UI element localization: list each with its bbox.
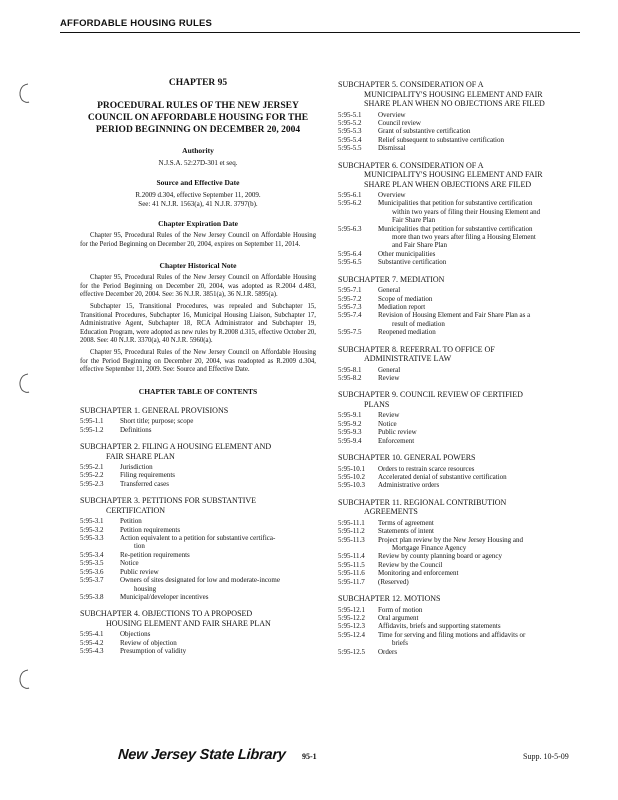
section-number: 5:95-1.1 <box>80 417 104 426</box>
section-title <box>378 225 586 250</box>
section-title-line: Accelerated denial of substantive certification <box>378 472 507 481</box>
toc-entry <box>338 481 586 489</box>
toc-entry <box>80 471 316 479</box>
subchapter-heading-line: SHARE PLAN WHEN NO OBJECTIONS ARE FILED <box>364 99 545 108</box>
toc-entry <box>338 648 586 656</box>
toc-entry <box>338 552 586 560</box>
section-number: 5:95-9.3 <box>338 428 362 437</box>
section-number: 5:95-9.4 <box>338 436 362 445</box>
subchapter-heading <box>80 609 316 628</box>
section-number: 5:95-5.5 <box>338 144 362 153</box>
chapter-title <box>80 100 316 136</box>
expiration-heading: Chapter Expiration Date <box>158 219 238 228</box>
section-title-line: Affidavits, briefs and supporting statements <box>378 622 501 631</box>
section-title <box>378 519 586 527</box>
source-line: R.2009 d.304, effective September 11, 2009. <box>135 191 261 199</box>
section-number: 5:95-7.1 <box>338 286 362 295</box>
history-paragraph: Chapter 95, Procedural Rules of the New Jersey Council on Affordable Housing for the Period Beginning on December 20, 2004, was readopted as R.2009 d.304, effective September 11, 2009. See: Source and Effective Date. <box>80 348 316 374</box>
section-title <box>378 311 586 328</box>
subchapter-heading <box>80 406 316 416</box>
section-number: 5:95-3.8 <box>80 592 104 601</box>
toc-heading: CHAPTER TABLE OF CONTENTS <box>138 386 258 396</box>
section-number: 5:95-11.3 <box>338 535 365 544</box>
section-number: 5:95-6.3 <box>338 224 362 233</box>
section-title-line: Transferred cases <box>120 479 169 488</box>
toc-entry <box>80 517 316 525</box>
section-number: 5:95-7.4 <box>338 311 362 320</box>
toc-entry <box>338 119 586 127</box>
section-title <box>378 136 586 144</box>
toc-entry <box>338 303 586 311</box>
subchapter-heading-line: SUBCHAPTER 5. CONSIDERATION OF A <box>338 80 484 89</box>
section-title <box>120 630 316 638</box>
section-title <box>120 471 316 479</box>
toc-entry <box>338 437 586 445</box>
section-title-line: Revision of Housing Element and Fair Share Plan as a <box>378 311 531 320</box>
section-title-line: Notice <box>378 419 397 428</box>
toc-entry <box>338 465 586 473</box>
section-number: 5:95-7.2 <box>338 294 362 303</box>
section-title-line: housing <box>134 584 157 593</box>
section-title-line: Terms of agreement <box>378 518 434 527</box>
toc-entry <box>80 417 316 425</box>
section-title-line: Owners of sites designated for low and moderate-income <box>120 576 280 585</box>
section-title-line: Monitoring and enforcement <box>378 569 459 578</box>
toc-entry <box>338 631 586 648</box>
source-line: See: 41 N.J.R. 1563(a), 41 N.J.R. 3797(b). <box>138 200 258 208</box>
subchapter-heading-line: PLANS <box>364 399 390 409</box>
subchapter-heading <box>80 496 316 515</box>
section-number: 5:95-11.4 <box>338 552 365 561</box>
section-title-line: Review by the Council <box>378 560 443 569</box>
subchapter-heading <box>338 275 586 285</box>
section-title <box>120 517 316 525</box>
toc-entry <box>338 191 586 199</box>
section-title-line: Orders to restrain scarce resources <box>378 464 475 473</box>
section-title-line: Administrative orders <box>378 481 440 490</box>
section-title-line: Council review <box>378 118 421 127</box>
section-title-line: Statements of intent <box>378 527 434 536</box>
section-title-line: Jurisdiction <box>120 463 153 472</box>
section-number: 5:95-7.3 <box>338 303 362 311</box>
section-title-line: Fair Share Plan <box>392 216 436 225</box>
section-title <box>120 463 316 471</box>
chapter-title-line: PERIOD BEGINNING ON DECEMBER 20, 2004 <box>95 125 301 135</box>
header-rule <box>60 32 580 33</box>
chapter-number: CHAPTER 95 <box>168 78 228 88</box>
section-title <box>120 534 316 551</box>
section-title-line: Municipalities that petition for substantive certification <box>378 224 533 233</box>
section-title <box>120 593 316 601</box>
supplement-date: Supp. 10-5-09 <box>523 752 569 761</box>
subchapter-heading <box>338 453 586 463</box>
toc-entry <box>80 534 316 551</box>
section-title-line: Overview <box>378 191 406 200</box>
section-number: 5:95-8.2 <box>338 374 362 383</box>
page-number: 95-1 <box>302 752 317 761</box>
section-title <box>378 411 586 419</box>
subchapter-heading-line: AGREEMENTS <box>364 507 418 517</box>
section-number: 5:95-5.3 <box>338 127 362 136</box>
section-title-line: Scope of mediation <box>378 294 433 303</box>
subchapter-heading-line: MUNICIPALITY'S HOUSING ELEMENT AND FAIR <box>364 170 543 180</box>
section-number: 5:95-5.2 <box>338 118 362 127</box>
section-number: 5:95-5.1 <box>338 110 362 119</box>
section-title <box>120 559 316 567</box>
section-number: 5:95-3.1 <box>80 517 104 526</box>
toc-entry <box>80 568 316 576</box>
section-number: 5:95-10.2 <box>338 472 366 481</box>
toc-entry <box>338 622 586 630</box>
section-title-line: Notice <box>120 559 139 568</box>
section-title <box>378 569 586 577</box>
section-number: 5:95-9.2 <box>338 419 362 428</box>
subchapter-heading <box>80 442 316 461</box>
section-title-line: Presumption of validity <box>120 647 187 656</box>
section-title-line: Other municipalities <box>378 249 436 258</box>
section-title-line: Dismissal <box>378 144 406 153</box>
toc-entry <box>80 551 316 559</box>
section-title-line: Time for serving and filing motions and affidavits or <box>378 630 526 639</box>
section-title-line: Review <box>378 374 400 383</box>
toc-entry <box>338 258 586 266</box>
section-number: 5:95-11.5 <box>338 560 365 569</box>
section-number: 5:95-6.1 <box>338 191 362 200</box>
section-title <box>378 111 586 119</box>
section-number: 5:95-9.1 <box>338 411 362 420</box>
section-title <box>378 473 586 481</box>
section-number: 5:95-3.4 <box>80 550 104 559</box>
subchapter-heading-line: SUBCHAPTER 7. MEDIATION <box>338 274 445 284</box>
section-title <box>378 420 586 428</box>
section-title <box>120 480 316 488</box>
section-title <box>378 622 586 630</box>
running-head: AFFORDABLE HOUSING RULES <box>60 18 213 29</box>
subchapter-heading-line: HOUSING ELEMENT AND FAIR SHARE PLAN <box>106 618 271 628</box>
section-title <box>378 303 586 311</box>
subchapter-heading <box>338 390 586 409</box>
section-title <box>378 119 586 127</box>
source-heading: Source and Effective Date <box>156 178 240 187</box>
section-title <box>378 527 586 535</box>
section-number: 5:95-10.3 <box>338 481 366 490</box>
toc-entry <box>80 426 316 434</box>
toc-entry <box>338 111 586 119</box>
left-column <box>80 78 316 656</box>
section-number: 5:95-5.4 <box>338 135 362 144</box>
section-title <box>120 426 316 434</box>
section-number: 5:95-12.1 <box>338 605 366 614</box>
toc-entry <box>80 630 316 638</box>
toc-entry <box>338 225 586 250</box>
section-number: 5:95-4.2 <box>80 638 104 647</box>
toc-entry <box>80 463 316 471</box>
section-title-line: Definitions <box>120 425 152 434</box>
section-title <box>120 551 316 559</box>
section-title <box>378 250 586 258</box>
chapter-title-line: PROCEDURAL RULES OF THE NEW JERSEY <box>97 101 299 111</box>
section-title-line: Reopened mediation <box>378 328 436 337</box>
subchapter-heading-line: SUBCHAPTER 3. PETITIONS FOR SUBSTANTIVE <box>80 496 257 506</box>
history-paragraph: Subchapter 15, Transitional Procedures, was repealed and Subchapter 15, Transitional Procedures, Subchapter 16, Municipal Housing Liaison, Subchapter 17, Administrative Agent, Subchapter 18, RCA Administrator and Subchapter 19, Education Program, were adopted as new rules by R.2008 d.315, effective October 20, 2008. See: 40 N.J.R. 3370(a), 40 N.J.R. 5960(a). <box>80 302 316 345</box>
section-title-line: and Fair Share Plan <box>392 241 448 250</box>
section-title <box>378 552 586 560</box>
section-number: 5:95-3.5 <box>80 559 104 568</box>
section-number: 5:95-11.7 <box>338 577 365 586</box>
section-title-line: Mediation report <box>378 303 426 311</box>
section-title-line: General <box>378 286 401 295</box>
punch-hole-mark <box>16 668 32 690</box>
history-heading: Chapter Historical Note <box>159 261 237 271</box>
toc-entry <box>338 295 586 303</box>
section-title <box>378 199 586 224</box>
section-number: 5:95-6.5 <box>338 258 362 267</box>
section-number: 5:95-4.3 <box>80 647 104 656</box>
subchapter-heading-line: CERTIFICATION <box>106 505 166 515</box>
section-title-line: Mortgage Finance Agency <box>392 544 467 552</box>
section-title <box>378 144 586 152</box>
expiration-text: Chapter 95, Procedural Rules of the New Jersey Council on Affordable Housing for the Period Beginning on December 20, 2004, expires on September 11, 2014. <box>80 232 316 248</box>
toc-entry <box>338 473 586 481</box>
toc-entry <box>338 536 586 553</box>
toc-entry <box>338 606 586 614</box>
subchapter-heading <box>338 80 586 109</box>
section-title <box>378 631 586 648</box>
punch-hole-mark <box>16 82 32 104</box>
toc-entry <box>338 328 586 336</box>
section-title <box>378 561 586 569</box>
section-title-line: Oral argument <box>378 613 419 622</box>
section-title-line: Public review <box>120 567 159 576</box>
section-title <box>120 417 316 425</box>
section-number: 5:95-8.1 <box>338 365 362 374</box>
section-title <box>378 366 586 374</box>
toc-entry <box>338 199 586 224</box>
section-title <box>378 191 586 199</box>
section-title-line: Enforcement <box>378 436 415 445</box>
punch-hole-mark <box>16 372 32 394</box>
toc-left <box>80 406 316 656</box>
toc-entry <box>80 526 316 534</box>
section-title <box>378 328 586 336</box>
section-title <box>120 526 316 534</box>
section-number: 5:95-3.6 <box>80 567 104 576</box>
toc-entry <box>338 569 586 577</box>
section-title-line: Orders <box>378 647 398 656</box>
toc-entry <box>338 374 586 382</box>
chapter-title-line: COUNCIL ON AFFORDABLE HOUSING FOR THE <box>87 113 309 123</box>
section-number: 5:95-2.3 <box>80 479 104 488</box>
authority-text: N.J.S.A. 52:27D-301 et seq. <box>158 159 238 167</box>
section-number: 5:95-2.2 <box>80 471 104 480</box>
section-number: 5:95-6.2 <box>338 199 362 208</box>
section-title-line: (Reserved) <box>378 577 409 586</box>
library-logo: New Jersey State Library <box>117 747 287 763</box>
section-title-line: Filing requirements <box>120 471 176 480</box>
subchapter-heading-line: SUBCHAPTER 12. MOTIONS <box>338 594 441 604</box>
section-number: 5:95-1.2 <box>80 425 104 434</box>
section-number: 5:95-2.1 <box>80 463 104 472</box>
section-title-line: Review <box>378 411 400 420</box>
section-title <box>378 374 586 382</box>
section-number: 5:95-12.2 <box>338 613 366 622</box>
section-title <box>378 648 586 656</box>
section-number: 5:95-3.3 <box>80 534 104 543</box>
toc-entry <box>338 519 586 527</box>
section-number: 5:95-11.2 <box>338 527 365 536</box>
section-title <box>378 606 586 614</box>
subchapter-heading-line: SUBCHAPTER 6. CONSIDERATION OF A <box>338 160 484 170</box>
toc-right <box>338 80 586 656</box>
section-title <box>378 295 586 303</box>
section-number: 5:95-7.5 <box>338 328 362 337</box>
section-title-line: Relief subsequent to substantive certification <box>378 135 504 144</box>
section-title-line: General <box>378 365 401 374</box>
section-title-line: Municipal/developer incentives <box>120 592 209 601</box>
toc-entry <box>338 527 586 535</box>
section-title <box>378 286 586 294</box>
section-title <box>378 614 586 622</box>
toc-entry <box>338 411 586 419</box>
section-title <box>378 428 586 436</box>
section-title-line: Overview <box>378 110 406 119</box>
section-title <box>378 258 586 266</box>
section-title <box>120 576 316 593</box>
section-number: 5:95-4.1 <box>80 630 104 639</box>
section-title-line: tion <box>134 542 145 551</box>
section-title-line: Review of objection <box>120 638 177 647</box>
toc-entry <box>80 647 316 655</box>
section-title-line: result of mediation <box>392 319 445 328</box>
section-number: 5:95-11.6 <box>338 569 365 578</box>
subchapter-heading-line: SUBCHAPTER 11. REGIONAL CONTRIBUTION <box>338 497 507 507</box>
subchapter-heading-line: SUBCHAPTER 1. GENERAL PROVISIONS <box>80 405 229 415</box>
subchapter-heading <box>338 161 586 190</box>
toc-entry <box>338 614 586 622</box>
toc-entry <box>338 420 586 428</box>
toc-entry <box>338 428 586 436</box>
subchapter-heading-line: SUBCHAPTER 10. GENERAL POWERS <box>338 453 476 463</box>
history-paragraph: Chapter 95, Procedural Rules of the New Jersey Council on Affordable Housing for the Period Beginning on December 20, 2004, was adopted as R.2004 d.483, effective December 20, 2004. See: 36 N.J.R. 3851(a), 36 N.J.R. 5895(a). <box>80 274 316 299</box>
section-number: 5:95-12.4 <box>338 630 366 639</box>
subchapter-heading <box>338 345 586 364</box>
section-title-line: Grant of substantive certification <box>378 127 471 136</box>
authority-heading: Authority <box>182 146 214 155</box>
section-title-line: briefs <box>392 639 408 648</box>
subchapter-heading-line: SUBCHAPTER 2. FILING A HOUSING ELEMENT AND <box>80 442 272 452</box>
section-title <box>378 127 586 135</box>
source-text <box>80 191 316 209</box>
section-title-line: within two years of filing their Housing Element and <box>392 207 541 216</box>
section-title-line: more than two years after filing a Housing Element <box>392 233 536 242</box>
subchapter-heading-line: MUNICIPALITY'S HOUSING ELEMENT AND FAIR <box>364 89 543 99</box>
section-title-line: Review by county planning board or agency <box>378 552 503 561</box>
section-title-line: Petition requirements <box>120 525 181 534</box>
page-header <box>60 18 580 33</box>
toc-entry <box>338 127 586 135</box>
section-number: 5:95-11.1 <box>338 518 365 527</box>
subchapter-heading-line: SUBCHAPTER 8. REFERRAL TO OFFICE OF <box>338 344 495 354</box>
section-number: 5:95-3.2 <box>80 525 104 534</box>
toc-entry <box>80 593 316 601</box>
section-number: 5:95-3.7 <box>80 576 104 585</box>
toc-entry <box>338 311 586 328</box>
section-title <box>378 578 586 586</box>
toc-entry <box>80 639 316 647</box>
subchapter-heading <box>338 594 586 604</box>
section-title-line: Municipalities that petition for substantive certification <box>378 199 533 208</box>
section-title-line: Re-petition requirements <box>120 550 190 559</box>
section-title-line: Public review <box>378 428 417 437</box>
section-title-line: Project plan review by the New Jersey Housing and <box>378 535 524 544</box>
subchapter-heading-line: FAIR SHARE PLAN <box>106 451 175 461</box>
section-number: 5:95-10.1 <box>338 464 366 473</box>
section-title <box>378 465 586 473</box>
toc-entry <box>338 136 586 144</box>
section-title-line: Petition <box>120 517 142 526</box>
section-title-line: Substantive certification <box>378 258 447 267</box>
toc-entry <box>338 250 586 258</box>
section-title-line: Action equivalent to a petition for substantive certifica- <box>120 534 276 543</box>
toc-entry <box>80 480 316 488</box>
toc-entry <box>338 366 586 374</box>
section-title <box>120 568 316 576</box>
toc-entry <box>338 144 586 152</box>
toc-entry <box>80 576 316 593</box>
section-title-line: Short title; purpose; scope <box>120 417 194 426</box>
toc-entry <box>338 578 586 586</box>
section-title <box>378 536 586 553</box>
subchapter-heading-line: SHARE PLAN WHEN OBJECTIONS ARE FILED <box>364 179 532 189</box>
section-title <box>378 481 586 489</box>
subchapter-heading <box>338 498 586 517</box>
section-number: 5:95-12.5 <box>338 647 366 656</box>
section-number: 5:95-6.4 <box>338 249 362 258</box>
toc-entry <box>338 286 586 294</box>
section-number: 5:95-12.3 <box>338 622 366 631</box>
section-title <box>120 647 316 655</box>
toc-entry <box>80 559 316 567</box>
subchapter-heading-line: ADMINISTRATIVE LAW <box>364 354 452 364</box>
section-title <box>378 437 586 445</box>
toc-entry <box>338 561 586 569</box>
subchapter-heading-line: SUBCHAPTER 4. OBJECTIONS TO A PROPOSED <box>80 609 253 619</box>
section-title-line: Form of motion <box>378 605 423 614</box>
section-title-line: Objections <box>120 630 151 639</box>
section-title <box>120 639 316 647</box>
subchapter-heading-line: SUBCHAPTER 9. COUNCIL REVIEW OF CERTIFIED <box>338 390 523 400</box>
